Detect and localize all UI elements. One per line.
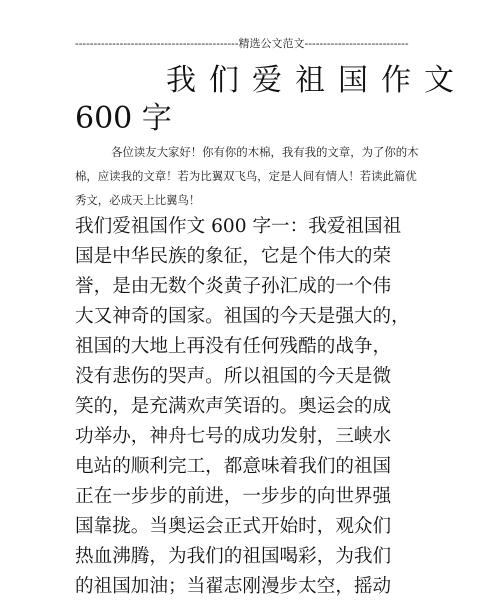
essay-line: 正在一步步的前进，一步步的向世界强 xyxy=(75,486,392,507)
document-title-line-2: 600 字 xyxy=(75,101,172,136)
essay-line: 大又神奇的国家。祖国的今天是强大的， xyxy=(75,306,410,327)
intro-line: 秀文，必成天上比翼鸟！ xyxy=(75,193,201,207)
document-header-banner: --------------------------------------------精选公文范文---------------------------- xyxy=(75,37,409,50)
essay-line: 誉，是由无数个炎黄子孙汇成的一个伟 xyxy=(75,276,392,297)
essay-line: 电站的顺利完工，都意味着我们的祖国 xyxy=(75,456,392,477)
intro-paragraph xyxy=(75,140,425,212)
essay-line: 功举办，神舟七号的成功发射，三峡水 xyxy=(75,426,392,447)
essay-line: 的祖国加油；当翟志刚漫步太空，摇动 xyxy=(75,576,392,597)
essay-line: 没有悲伤的哭声。所以祖国的今天是微 xyxy=(75,366,392,387)
document-title-line-1: 我们爱祖国作文 xyxy=(166,63,467,98)
essay-line: 祖国的大地上再没有任何残酷的战争， xyxy=(75,336,392,357)
essay-line: 国是中华民族的象征，它是个伟大的荣 xyxy=(75,246,392,267)
intro-line: 棉，应读我的文章！若为比翼双飞鸟，定是人间有情人！若读此篇优 xyxy=(75,169,417,183)
essay-line: 笑的，是充满欢声笑语的。奥运会的成 xyxy=(75,396,392,417)
essay-line: 我们爱祖国作文 600 字一：我爱祖国祖 xyxy=(75,216,402,237)
essay-line: 国靠拢。当奥运会正式开始时，观众们 xyxy=(75,516,392,537)
essay-line: 热血沸腾，为我们的祖国喝彩，为我们 xyxy=(75,546,392,567)
essay-body xyxy=(75,212,427,602)
intro-line: 各位读友大家好！你有你的木棉，我有我的文章，为了你的木 xyxy=(111,145,419,159)
